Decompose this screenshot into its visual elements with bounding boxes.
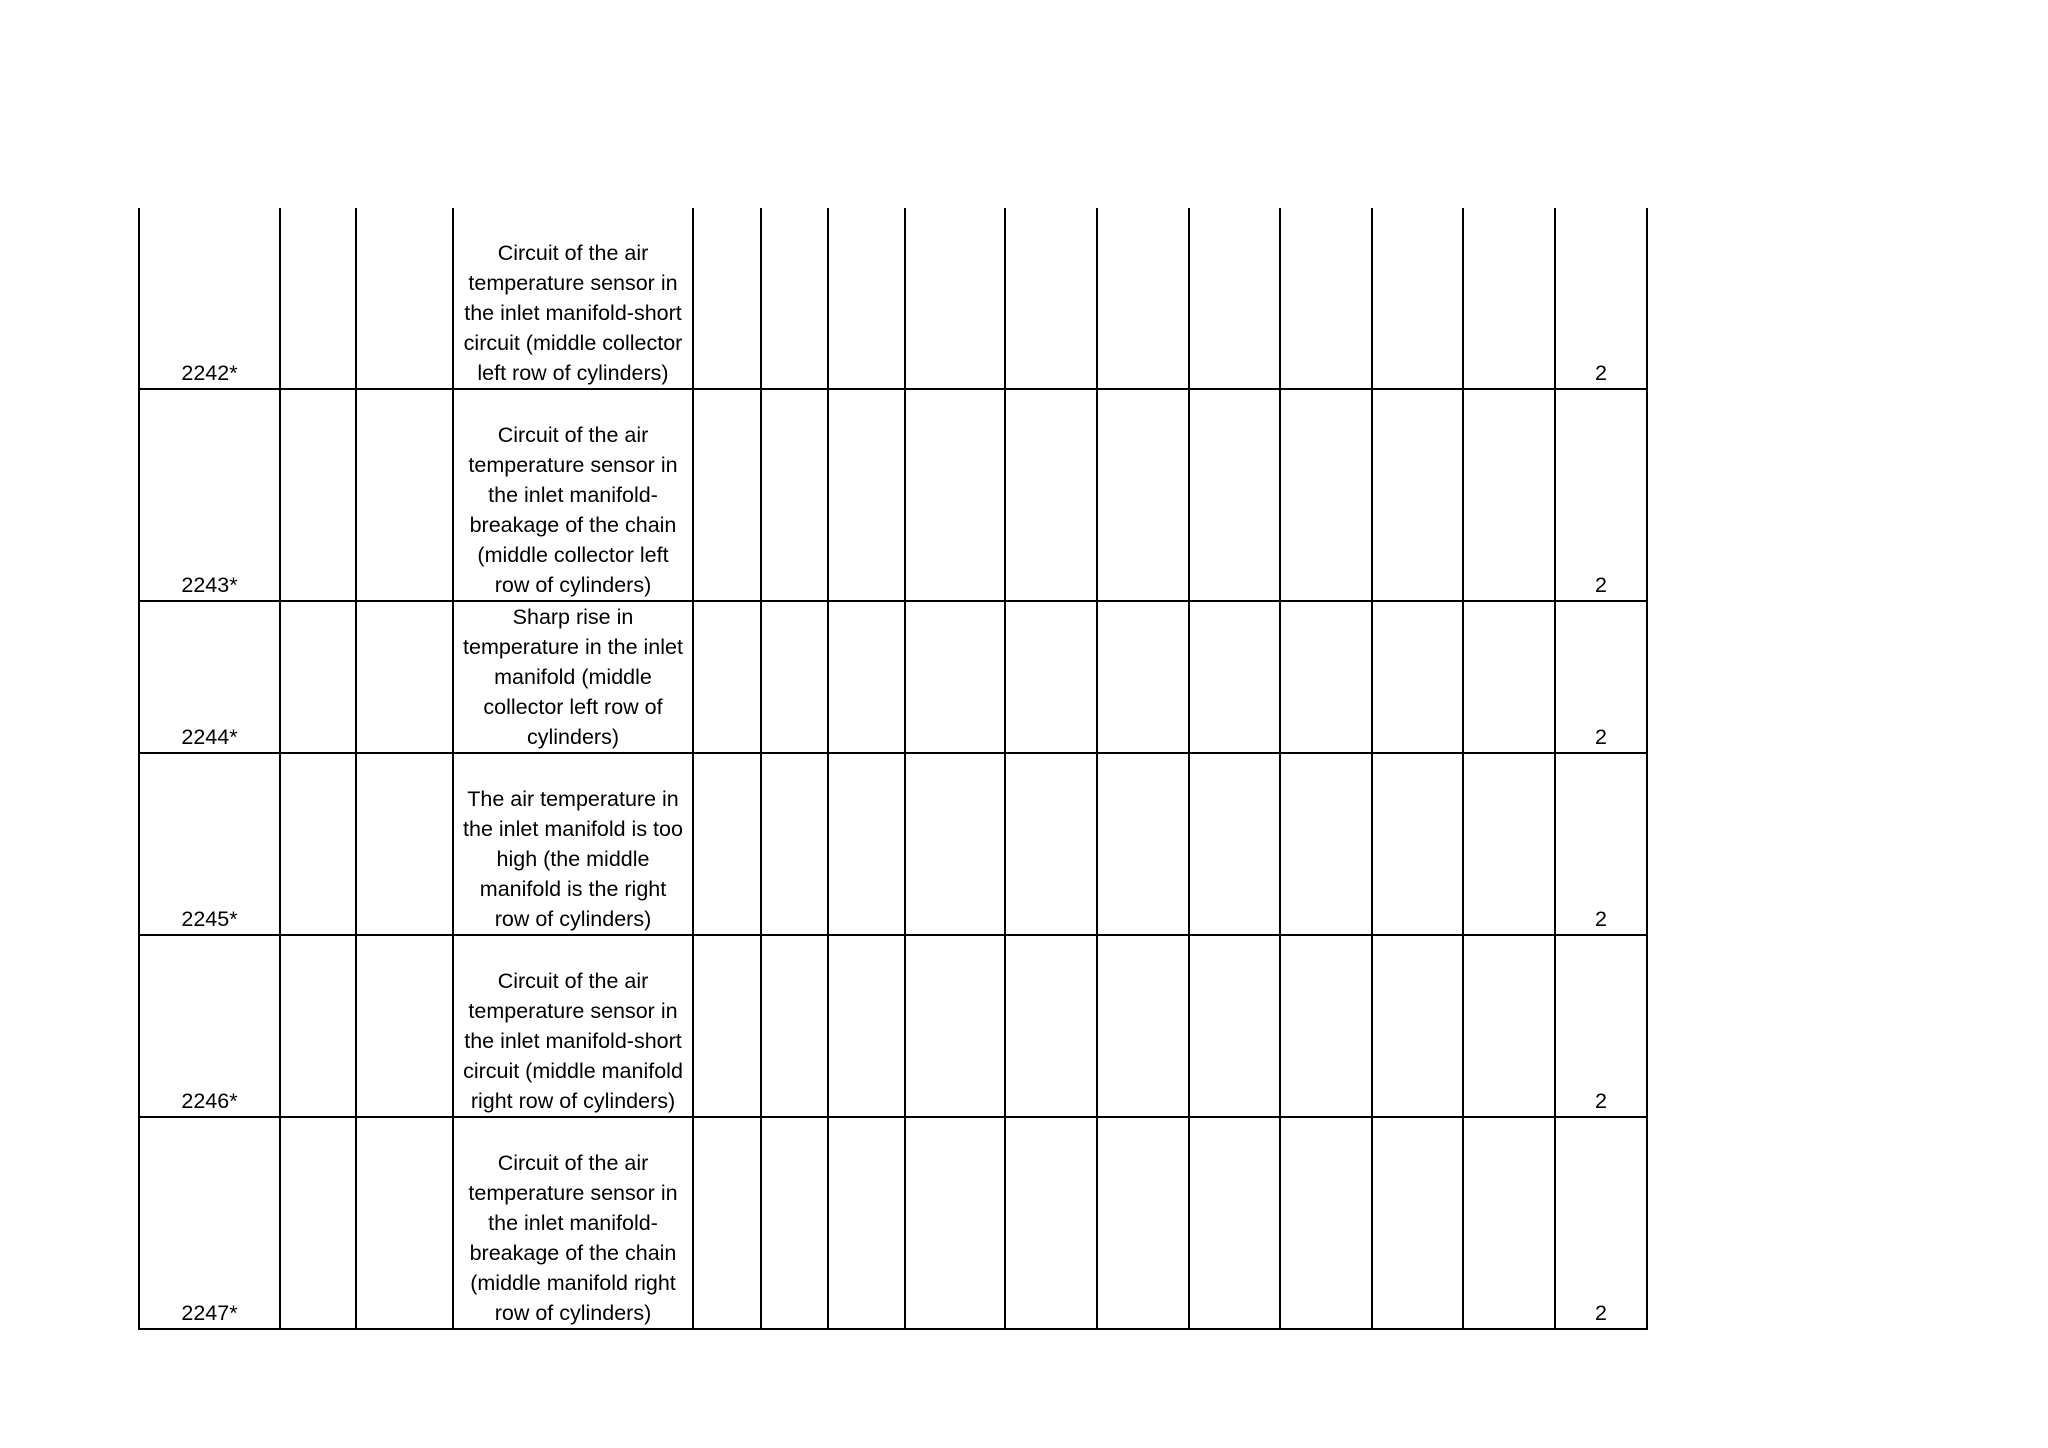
empty-cell	[280, 208, 356, 389]
empty-cell	[905, 1117, 1005, 1329]
empty-cell	[1372, 601, 1463, 753]
fault-code-cell: 2244*	[139, 601, 280, 753]
empty-cell	[1189, 208, 1280, 389]
fault-code-cell: 2246*	[139, 935, 280, 1117]
empty-cell	[280, 753, 356, 935]
empty-cell	[693, 389, 761, 601]
empty-cell	[828, 753, 905, 935]
empty-cell	[1189, 935, 1280, 1117]
empty-cell	[1005, 389, 1097, 601]
empty-cell	[1097, 1117, 1189, 1329]
empty-cell	[356, 208, 453, 389]
value-cell: 2	[1555, 753, 1647, 935]
empty-cell	[1280, 601, 1372, 753]
empty-cell	[356, 1117, 453, 1329]
empty-cell	[1372, 389, 1463, 601]
empty-cell	[1463, 601, 1555, 753]
empty-cell	[1005, 753, 1097, 935]
empty-cell	[280, 601, 356, 753]
empty-cell	[693, 935, 761, 1117]
empty-cell	[280, 389, 356, 601]
fault-code-cell: 2243*	[139, 389, 280, 601]
empty-cell	[1097, 208, 1189, 389]
empty-cell	[905, 753, 1005, 935]
empty-cell	[356, 389, 453, 601]
empty-cell	[1463, 935, 1555, 1117]
empty-cell	[905, 601, 1005, 753]
fault-code-cell: 2247*	[139, 1117, 280, 1329]
empty-cell	[1189, 753, 1280, 935]
empty-cell	[761, 601, 828, 753]
empty-cell	[1097, 389, 1189, 601]
empty-cell	[693, 208, 761, 389]
empty-cell	[693, 1117, 761, 1329]
empty-cell	[1097, 753, 1189, 935]
empty-cell	[1097, 601, 1189, 753]
empty-cell	[1005, 601, 1097, 753]
empty-cell	[1280, 753, 1372, 935]
table-row	[139, 389, 1647, 601]
value-cell: 2	[1555, 935, 1647, 1117]
table-row	[139, 1117, 1647, 1329]
table-row	[139, 601, 1647, 753]
description-cell: Circuit of the air temperature sensor in the inlet manifold-breakage of the chain (middle manifold right row of cylinders)	[453, 1117, 693, 1329]
empty-cell	[1280, 208, 1372, 389]
empty-cell	[761, 753, 828, 935]
empty-cell	[1280, 935, 1372, 1117]
fault-code-cell: 2242*	[139, 208, 280, 389]
table-row	[139, 753, 1647, 935]
empty-cell	[356, 935, 453, 1117]
empty-cell	[1463, 753, 1555, 935]
empty-cell	[1372, 1117, 1463, 1329]
empty-cell	[1463, 208, 1555, 389]
empty-cell	[280, 1117, 356, 1329]
empty-cell	[761, 389, 828, 601]
fault-code-cell: 2245*	[139, 753, 280, 935]
empty-cell	[828, 208, 905, 389]
empty-cell	[761, 208, 828, 389]
empty-cell	[828, 1117, 905, 1329]
empty-cell	[1280, 389, 1372, 601]
description-cell: Sharp rise in temperature in the inlet manifold (middle collector left row of cylinders)	[453, 601, 693, 753]
empty-cell	[905, 389, 1005, 601]
empty-cell	[1005, 1117, 1097, 1329]
empty-cell	[1280, 1117, 1372, 1329]
empty-cell	[828, 935, 905, 1117]
empty-cell	[1463, 1117, 1555, 1329]
empty-cell	[356, 601, 453, 753]
empty-cell	[693, 753, 761, 935]
empty-cell	[761, 935, 828, 1117]
description-cell: Circuit of the air temperature sensor in the inlet manifold-short circuit (middle collector left row of cylinders)	[453, 208, 693, 389]
value-cell: 2	[1555, 208, 1647, 389]
description-cell: Circuit of the air temperature sensor in the inlet manifold-short circuit (middle manifold right row of cylinders)	[453, 935, 693, 1117]
empty-cell	[280, 935, 356, 1117]
value-cell: 2	[1555, 601, 1647, 753]
empty-cell	[1189, 1117, 1280, 1329]
empty-cell	[1372, 935, 1463, 1117]
value-cell: 2	[1555, 389, 1647, 601]
empty-cell	[905, 935, 1005, 1117]
empty-cell	[356, 753, 453, 935]
empty-cell	[693, 601, 761, 753]
table-row	[139, 935, 1647, 1117]
empty-cell	[828, 389, 905, 601]
empty-cell	[1189, 389, 1280, 601]
empty-cell	[1463, 389, 1555, 601]
empty-cell	[905, 208, 1005, 389]
table-row	[139, 208, 1647, 389]
empty-cell	[1189, 601, 1280, 753]
fault-code-table	[138, 208, 1648, 1330]
empty-cell	[1005, 935, 1097, 1117]
value-cell: 2	[1555, 1117, 1647, 1329]
empty-cell	[1372, 208, 1463, 389]
description-cell: The air temperature in the inlet manifold is too high (the middle manifold is the right row of cylinders)	[453, 753, 693, 935]
description-cell: Circuit of the air temperature sensor in the inlet manifold-breakage of the chain (middle collector left row of cylinders)	[453, 389, 693, 601]
empty-cell	[761, 1117, 828, 1329]
empty-cell	[1372, 753, 1463, 935]
empty-cell	[1005, 208, 1097, 389]
empty-cell	[828, 601, 905, 753]
empty-cell	[1097, 935, 1189, 1117]
